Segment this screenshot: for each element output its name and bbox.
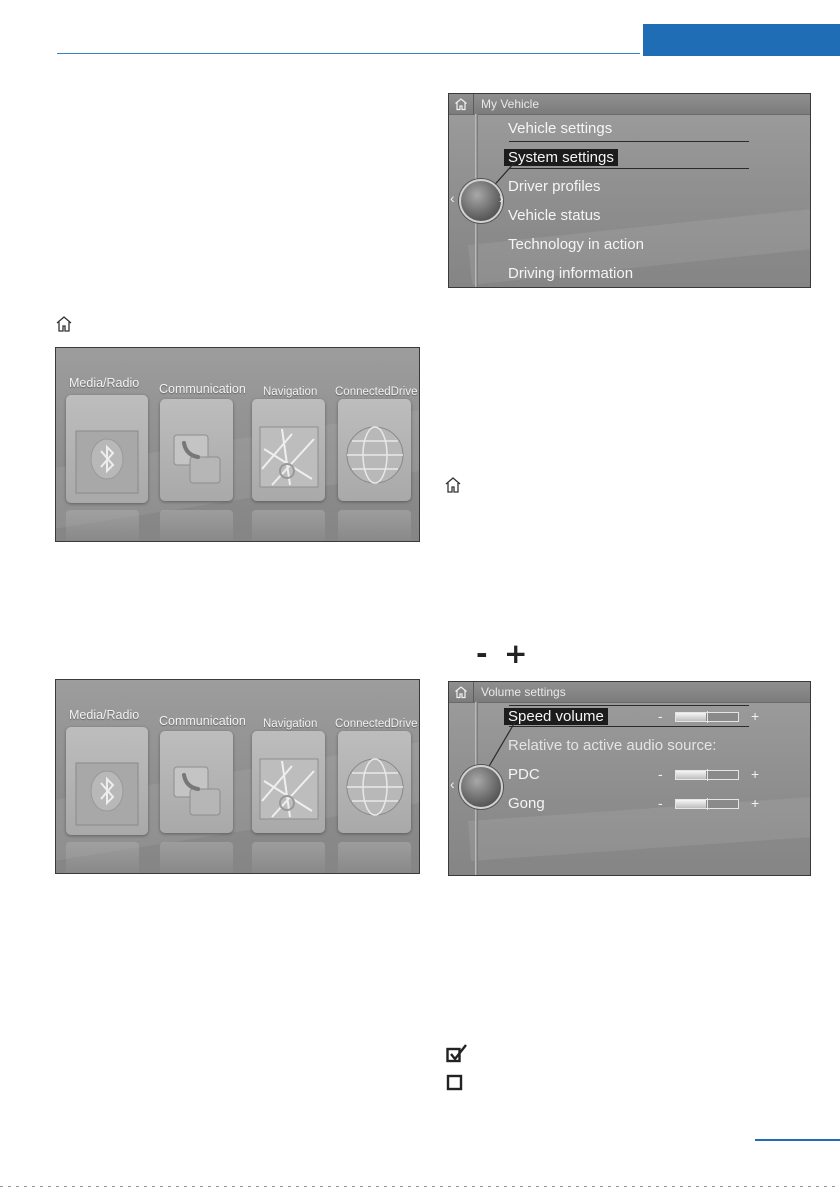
checkbox-empty-icon xyxy=(446,1074,464,1092)
volume-minus[interactable]: - xyxy=(658,766,663,782)
menu-item-system-settings[interactable]: System settings xyxy=(504,149,618,166)
tile-reflection xyxy=(252,510,325,542)
map-icon xyxy=(252,399,325,501)
phone-icon xyxy=(160,399,233,501)
selection-line xyxy=(509,141,749,142)
volume-minus[interactable]: - xyxy=(658,708,663,724)
communication-tile[interactable] xyxy=(160,731,233,833)
chevron-left-icon: ‹ xyxy=(450,776,455,792)
plus-icon: + xyxy=(504,637,528,670)
page-edge-dots xyxy=(0,1186,840,1187)
header-rule xyxy=(57,53,640,54)
volume-plus[interactable]: + xyxy=(751,795,760,811)
home-icon xyxy=(55,315,73,333)
chevron-right-icon: › xyxy=(499,190,504,206)
volume-settings-screen xyxy=(448,681,811,876)
controller-knob-icon[interactable] xyxy=(459,179,503,223)
selection-line xyxy=(509,168,749,169)
menu-item-vehicle-settings[interactable]: Vehicle settings xyxy=(508,120,613,137)
gong-volume-slider[interactable] xyxy=(675,799,739,809)
slider-fill xyxy=(676,713,706,721)
home-menu-screen-2 xyxy=(55,679,420,874)
volume-row-pdc-label[interactable]: PDC xyxy=(508,766,540,783)
menu-title: My Vehicle xyxy=(481,97,540,111)
media-tile[interactable] xyxy=(66,395,148,503)
tile-label-connecteddrive: ConnectedDrive xyxy=(335,718,418,730)
media-tile[interactable] xyxy=(66,727,148,835)
map-icon xyxy=(252,731,325,833)
selection-line xyxy=(509,705,749,706)
slider-fill xyxy=(676,771,706,779)
slider-fill xyxy=(676,800,706,808)
tile-label-media: Media/Radio xyxy=(69,376,140,390)
my-vehicle-screen xyxy=(448,93,811,288)
connecteddrive-tile[interactable] xyxy=(338,731,411,833)
menu-title: Volume settings xyxy=(481,685,566,699)
slider-center-tick xyxy=(707,798,708,810)
menu-item-vehicle-status[interactable]: Vehicle status xyxy=(508,207,601,224)
tile-reflection xyxy=(338,510,411,542)
controller-knob-icon[interactable] xyxy=(459,765,503,809)
tile-reflection xyxy=(66,510,139,542)
tile-reflection xyxy=(160,842,233,874)
slider-center-tick xyxy=(707,711,708,723)
communication-tile[interactable] xyxy=(160,399,233,501)
phone-icon xyxy=(160,731,233,833)
menu-item-technology-in-action[interactable]: Technology in action xyxy=(508,236,644,253)
bluetooth-icon xyxy=(66,727,148,835)
speed-volume-slider[interactable] xyxy=(675,712,739,722)
tile-reflection xyxy=(160,510,233,542)
volume-plus[interactable]: + xyxy=(751,708,760,724)
volume-row-gong-label[interactable]: Gong xyxy=(508,795,545,812)
checkbox-checked-icon xyxy=(446,1044,468,1064)
navigation-tile[interactable] xyxy=(252,399,325,501)
tile-label-navigation: Navigation xyxy=(263,718,318,730)
tile-label-communication: Communication xyxy=(159,382,246,396)
chevron-left-icon: ‹ xyxy=(450,190,455,206)
footer-rule xyxy=(755,1139,840,1141)
tile-label-connecteddrive: ConnectedDrive xyxy=(335,386,418,398)
globe-icon xyxy=(338,731,411,833)
volume-minus[interactable]: - xyxy=(658,795,663,811)
minus-icon: - xyxy=(476,637,488,670)
slider-center-tick xyxy=(707,769,708,781)
navigation-tile[interactable] xyxy=(252,731,325,833)
tile-label-communication: Communication xyxy=(159,714,246,728)
bluetooth-icon xyxy=(66,395,148,503)
chapter-tab xyxy=(643,24,840,56)
tile-label-media: Media/Radio xyxy=(69,708,140,722)
connecteddrive-tile[interactable] xyxy=(338,399,411,501)
home-menu-screen xyxy=(55,347,420,542)
selection-line xyxy=(509,726,749,727)
home-icon xyxy=(444,476,462,494)
globe-icon xyxy=(338,399,411,501)
volume-subtitle: Relative to active audio source: xyxy=(508,737,717,754)
tile-reflection xyxy=(252,842,325,874)
menu-item-driving-information[interactable]: Driving information xyxy=(508,265,634,282)
tile-reflection xyxy=(66,842,139,874)
tile-label-navigation: Navigation xyxy=(263,386,318,398)
tile-reflection xyxy=(338,842,411,874)
menu-item-driver-profiles[interactable]: Driver profiles xyxy=(508,178,601,195)
pdc-volume-slider[interactable] xyxy=(675,770,739,780)
volume-plus[interactable]: + xyxy=(751,766,760,782)
volume-row-speed-label[interactable]: Speed volume xyxy=(504,708,608,725)
